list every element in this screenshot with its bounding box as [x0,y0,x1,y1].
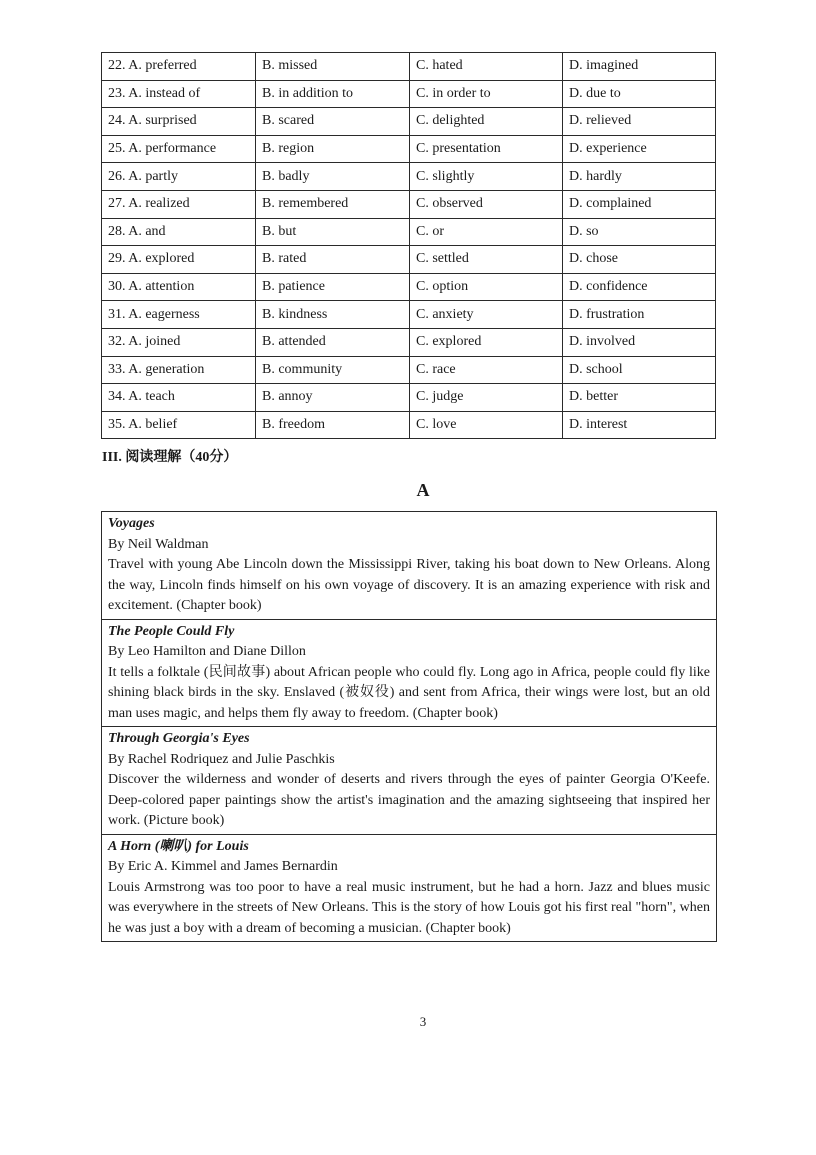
book-author: By Neil Waldman [108,536,209,552]
option-c: C. settled [410,246,563,274]
option-b: B. kindness [256,301,410,329]
option-row [102,384,716,412]
option-b: B. community [256,356,410,384]
option-d: D. experience [563,135,716,163]
option-d: D. interest [563,411,716,439]
book-entry [102,726,716,834]
book-description: Discover the wilderness and wonder of deserts and rivers through the eyes of painter Georgia O'Keefe. Deep-colored paper paintings show the artist's imagination and the amazing sightseeing that inspired her work. (Picture book) [108,772,710,828]
book-entry [102,619,716,727]
option-d: D. imagined [563,53,716,81]
book-description: Louis Armstrong was too poor to have a real music instrument, but he had a horn. Jazz and blues music was everywhere in the streets of New Orleans. This is the story of how Louis got his first real "horn", when he was just a boy with a dream of becoming a musician. (Chapter book) [108,879,710,936]
option-c: C. delighted [410,108,563,136]
option-d: D. frustration [563,301,716,329]
option-a: 25. A. performance [102,135,256,163]
option-c: C. love [410,411,563,439]
option-a: 26. A. partly [102,163,256,191]
option-b: B. freedom [256,411,410,439]
option-row [102,273,716,301]
option-c: C. hated [410,53,563,81]
option-b: B. region [256,135,410,163]
book-author: By Leo Hamilton and Diane Dillon [108,644,306,659]
option-row [102,53,716,81]
option-c: C. anxiety [410,301,563,329]
book-title: Through Georgia's Eyes [108,731,250,746]
option-a: 30. A. attention [102,273,256,301]
option-b: B. annoy [256,384,410,412]
option-a: 22. A. preferred [102,53,256,81]
option-row [102,218,716,246]
option-a: 31. A. eagerness [102,301,256,329]
option-d: D. hardly [563,163,716,191]
passage-letter: A [416,480,430,500]
book-description: It tells a folktale (民间故事) about African people who could fly. Long ago in Africa, people could fly like shining black birds in the sky. Enslaved (被奴役) and sent from Africa, their wings were lost, but an old man uses magic, and helps them fly away to freedom. (Chapter book) [108,664,710,721]
option-c: C. presentation [410,135,563,163]
option-b: B. but [256,218,410,246]
option-a: 24. A. surprised [102,108,256,136]
option-a: 23. A. instead of [102,80,256,108]
option-c: C. option [410,273,563,301]
option-c: C. race [410,356,563,384]
option-b: B. badly [256,163,410,191]
option-d: D. due to [563,80,716,108]
option-row [102,135,716,163]
option-row [102,108,716,136]
option-d: D. chose [563,246,716,274]
book-author: By Rachel Rodriquez and Julie Paschkis [108,751,335,767]
option-c: C. judge [410,384,563,412]
option-row [102,411,716,439]
section-heading: III. 阅读理解（40分） [102,450,238,465]
option-b: B. remembered [256,190,410,218]
option-a: 35. A. belief [102,411,256,439]
option-a: 29. A. explored [102,246,256,274]
option-row [102,301,716,329]
option-c: C. observed [410,190,563,218]
option-a: 28. A. and [102,218,256,246]
option-row [102,328,716,356]
option-d: D. confidence [563,273,716,301]
book-description: Travel with young Abe Lincoln down the Mississippi River, taking his boat down to New Orleans. Along the way, Lincoln finds himself on his own voyage of discovery. It is an amazing experience with risk and excitement. (Chapter book) [108,557,710,613]
option-a: 34. A. teach [102,384,256,412]
option-b: B. in addition to [256,80,410,108]
option-row [102,80,716,108]
option-d: D. so [563,218,716,246]
option-b: B. attended [256,328,410,356]
book-list-table [101,511,717,942]
book-entry [102,834,716,942]
option-b: B. scared [256,108,410,136]
option-row [102,356,716,384]
book-title: Voyages [108,516,155,531]
option-b: B. missed [256,53,410,81]
option-a: 33. A. generation [102,356,256,384]
book-entry [102,512,716,619]
option-row [102,190,716,218]
option-d: D. complained [563,190,716,218]
option-a: 32. A. joined [102,328,256,356]
option-c: C. in order to [410,80,563,108]
option-row [102,246,716,274]
cloze-options-body [102,53,716,439]
option-d: D. school [563,356,716,384]
cloze-options-table [101,52,716,439]
option-row [102,163,716,191]
option-c: C. or [410,218,563,246]
option-d: D. better [563,384,716,412]
page-number: 3 [419,1014,427,1029]
option-b: B. patience [256,273,410,301]
option-b: B. rated [256,246,410,274]
book-title: A Horn (喇叭) for Louis [108,838,249,854]
option-c: C. slightly [410,163,563,191]
book-author: By Eric A. Kimmel and James Bernardin [108,859,338,874]
option-d: D. relieved [563,108,716,136]
option-d: D. involved [563,328,716,356]
option-a: 27. A. realized [102,190,256,218]
option-c: C. explored [410,328,563,356]
book-title: The People Could Fly [108,623,235,639]
